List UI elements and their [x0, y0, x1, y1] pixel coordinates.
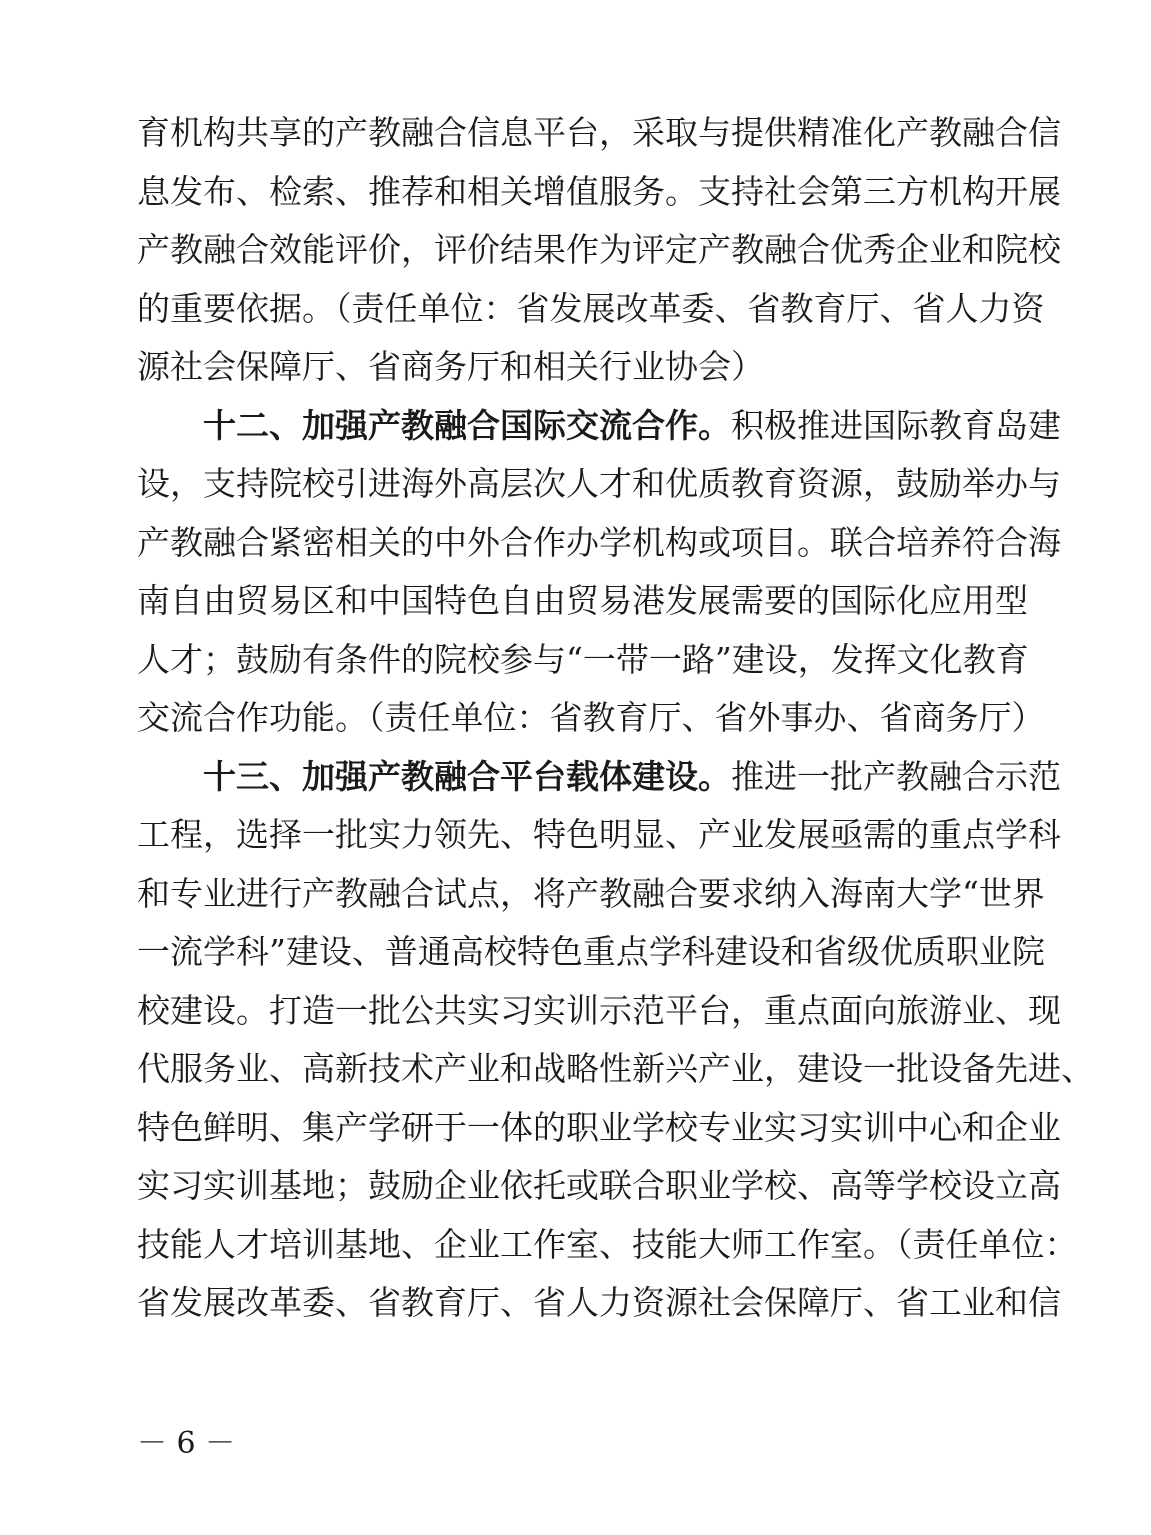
text-line: 南自由贸易区和中国特色自由贸易港发展需要的国际化应用型	[137, 581, 1028, 620]
text-line: 产教融合效能评价，评价结果作为评定产教融合优秀企业和院校	[137, 230, 1061, 269]
section-text: 推进一批产教融合示范	[731, 756, 1061, 796]
text-line: 工程，选择一批实力领先、特色明显、产业发展亟需的重点学科	[137, 815, 1061, 854]
text-line: 和专业进行产教融合试点，将产教融合要求纳入海南大学“世界	[137, 873, 1045, 913]
page-number: － 6 －	[137, 1426, 236, 1461]
section-first-line	[137, 397, 1061, 456]
section-heading-12: 十二、加强产教融合国际交流合作。	[203, 405, 731, 445]
text-line: 的重要依据。（责任单位：省发展改革委、省教育厅、省人力资	[137, 288, 1045, 328]
text-line: 省发展改革委、省教育厅、省人力资源社会保障厅、省工业和信	[137, 1283, 1061, 1322]
section-heading-13: 十三、加强产教融合平台载体建设。	[203, 756, 731, 796]
text-line: 实习实训基地；鼓励企业依托或联合职业学校、高等学校设立高	[137, 1166, 1061, 1205]
text-line: 设，支持院校引进海外高层次人才和优质教育资源，鼓励举办与	[137, 464, 1061, 503]
document-body	[137, 104, 1094, 1333]
text-line: 代服务业、高新技术产业和战略性新兴产业，建设一批设备先进、	[137, 1049, 1094, 1088]
section-first-line	[137, 748, 1061, 807]
text-line: 特色鲜明、集产学研于一体的职业学校专业实习实训中心和企业	[137, 1107, 1061, 1147]
text-line: 校建设。打造一批公共实习实训示范平台，重点面向旅游业、现	[137, 990, 1061, 1030]
text-line: 源社会保障厅、省商务厅和相关行业协会）	[137, 347, 764, 386]
text-line: 交流合作功能。（责任单位：省教育厅、省外事办、省商务厅）	[137, 698, 1045, 737]
text-line: 技能人才培训基地、企业工作室、技能大师工作室。（责任单位：	[137, 1224, 1078, 1264]
text-line: 一流学科”建设、普通高校特色重点学科建设和省级优质职业院	[137, 932, 1045, 971]
section-text: 积极推进国际教育岛建	[731, 405, 1061, 445]
text-line: 产教融合紧密相关的中外合作办学机构或项目。联合培养符合海	[137, 522, 1061, 562]
text-line: 息发布、检索、推荐和相关增值服务。支持社会第三方机构开展	[137, 171, 1061, 211]
text-line: 育机构共享的产教融合信息平台，采取与提供精准化产教融合信	[137, 113, 1061, 152]
text-line: 人才；鼓励有条件的院校参与“一带一路”建设，发挥文化教育	[137, 639, 1029, 679]
